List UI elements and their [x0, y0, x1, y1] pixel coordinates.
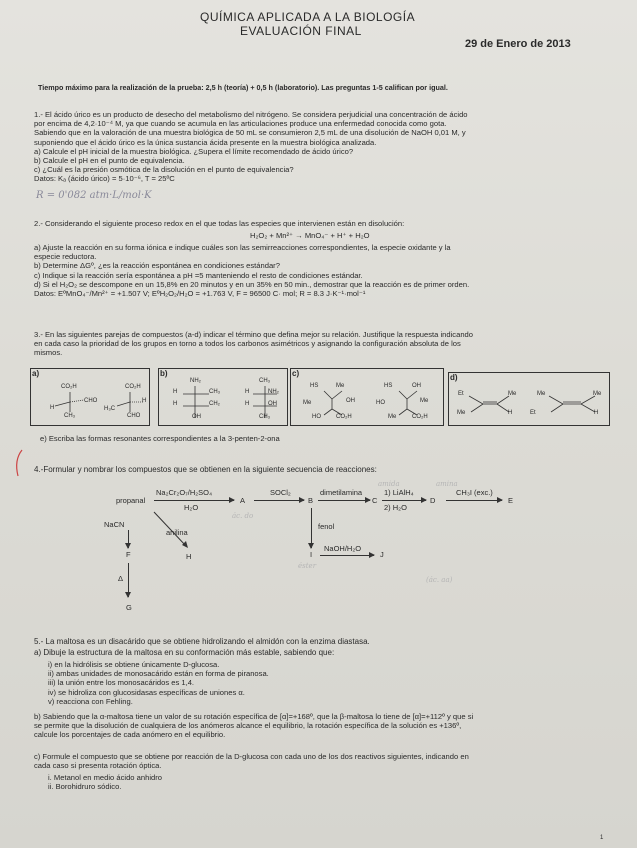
mol-d1-group: Et — [458, 391, 464, 397]
q5-item: i) en la hidrólisis se obtiene únicamente D-glucosa. — [48, 660, 220, 669]
q5-a: a) Dibuje la estructura de la maltosa en su conformación más estable, sabiendo que: — [34, 648, 335, 657]
q1-line: b) Calcule el pH en el punto de equivalencia. — [34, 156, 185, 166]
mol-d2-group: Et — [530, 410, 536, 416]
mol-c2-group: HS — [384, 383, 393, 389]
question-1 — [34, 110, 468, 184]
compound-C: C — [372, 496, 378, 505]
mol-c2-group: CO₂H — [412, 414, 428, 420]
mol-c2-group: Me — [420, 398, 429, 404]
arrow-down-G — [128, 563, 129, 597]
q2-intro: 2.- Considerando el siguiente proceso redox en el que todas las especies que intervienen están en disolución: — [34, 219, 405, 228]
q5-reagents — [48, 773, 162, 791]
box-a-label: a) — [32, 369, 40, 378]
hand-note: amina — [436, 480, 458, 488]
mol-c1-group: HS — [310, 383, 319, 389]
fenol-label: fenol — [318, 522, 335, 531]
arrow-4 — [382, 500, 426, 501]
mol-a1-group: CO₂H — [61, 384, 77, 390]
compound-E: E — [508, 496, 514, 505]
compound-A: A — [240, 496, 246, 505]
mol-b2-group: NH₂ — [268, 389, 279, 395]
mol-b1-group: H — [173, 401, 178, 407]
mol-a2-group: H₃C — [104, 406, 116, 412]
hand-note: (ác. aa) — [426, 576, 453, 584]
instructions: Tiempo máximo para la realización de la prueba: 2,5 h (teoría) + 0,5 h (laboratorio). Las preguntas 1-5 califican por igual. — [38, 83, 448, 92]
title-line-2: EVALUACIÓN FINAL — [240, 24, 362, 38]
title-line-1: QUÍMICA APLICADA A LA BIOLOGÍA — [200, 10, 416, 24]
reagent-1-top: Na₂Cr₂O₇/H₂SO₄ — [156, 488, 213, 497]
heat-label: Δ — [118, 574, 124, 583]
compound-B: B — [308, 496, 314, 505]
q2-line: Datos: EºMnO₄⁻/Mn²⁺ = +1.507 V; EºH₂O₂/H₂O = +1.763 V, F = 96500 C· mol; R = 8.3 J·K⁻¹·mol⁻¹ — [34, 289, 366, 299]
question-2 — [34, 243, 469, 298]
q2-line: especie reductora. — [34, 252, 97, 262]
q2-line: b) Determine ΔGº, ¿es la reacción espontánea en condiciones estándar? — [34, 261, 280, 271]
reagent-2: SOCl₂ — [270, 488, 291, 497]
q3-line: mismos. — [34, 348, 63, 358]
mol-b1-group: CH₂ — [209, 401, 220, 407]
q5-reagent: i. Metanol en medio ácido anhidro — [48, 773, 162, 782]
mol-d2-group: Me — [593, 391, 602, 397]
scheme-start: propanal — [116, 496, 146, 505]
mol-c2-group: HO — [376, 400, 385, 406]
q5-items — [48, 660, 269, 706]
arrow-down-F — [128, 530, 129, 548]
mol-b2-group: CH₃ — [259, 414, 271, 420]
reagent-3: dimetilamina — [320, 488, 363, 497]
mol-d2-group: Me — [537, 391, 546, 397]
q1-line: Datos: Kₐ (ácido úrico) = 5·10⁻⁶, T = 25ºC — [34, 174, 175, 184]
mol-b2-group: H — [245, 401, 250, 407]
anilina-label: anilina — [166, 528, 188, 537]
arrow-1 — [154, 500, 234, 501]
mol-b2-group: H — [245, 389, 250, 395]
mol-c1-group: CO₂H — [336, 414, 352, 420]
mol-a2-group: H — [142, 398, 147, 404]
mol-a1-group: CH₃ — [64, 413, 76, 419]
arrow-down-I — [311, 508, 312, 548]
q1-line: 1.- El ácido úrico es un producto de desecho del metabolismo del nitrógeno. Se considera perjudicial una concentración de ácido — [34, 110, 468, 119]
q5-b-line: b) Sabiendo que la α-maltosa tiene un valor de su rotación específica de [α]=+168º, que la β-maltosa lo tiene de [α]=+112º y que si — [34, 712, 474, 721]
q2-line: c) Indique si la reacción sería espontánea a pH =5 manteniendo el resto de condiciones estándar. — [34, 270, 363, 280]
arrow-2 — [254, 500, 304, 501]
mol-d2-group: H — [594, 410, 599, 416]
q1-line: c) ¿Cuál es la presión osmótica de la disolución en el punto de equivalencia? — [34, 165, 294, 175]
q1-handwritten-note: R = 0'082 atm·L/mol·K — [36, 190, 152, 201]
mol-c2-group: Me — [388, 414, 397, 420]
arrow-6 — [320, 555, 374, 556]
mol-b1-group: OH — [192, 414, 201, 420]
compound-F: F — [126, 550, 131, 559]
reagent-6: NaOH/H₂O — [324, 544, 362, 553]
reagent-5: CH₃I (exc.) — [456, 488, 493, 497]
compound-I: I — [310, 550, 313, 559]
mol-d1-group: H — [508, 410, 513, 416]
q1-line: a) Calcule el pH inicial de la muestra biológica. ¿Supera el límite recomendado de ácido úrico? — [34, 146, 354, 156]
q5-b-line: se permite que la disolución de cualquiera de los anómeros alcance el equilibrio, la rotación específica de la solución es +136º, — [34, 721, 462, 731]
q4-title: 4.-Formular y nombrar los compuestos que se obtienen en la siguiente secuencia de reacciones: — [34, 465, 377, 474]
mol-b2-group: OH — [268, 401, 277, 407]
box-b-label: b) — [160, 369, 168, 378]
q5-reagent: ii. Borohidruro sódico. — [48, 782, 122, 792]
box-c-label: c) — [292, 369, 300, 378]
compound-J: J — [380, 550, 384, 559]
compound-H: H — [186, 552, 192, 561]
mol-d1-group: Me — [508, 391, 517, 397]
q3-e: e) Escriba las formas resonantes correspondientes a la 3-penten-2-ona — [40, 434, 280, 443]
compound-G: G — [126, 603, 132, 612]
compound-D: D — [430, 496, 436, 505]
mol-b1-group: H — [173, 389, 178, 395]
mol-c1-group: OH — [346, 398, 355, 404]
mol-b1-group: CH₃ — [209, 389, 221, 395]
q5-item: ii) ambas unidades de monosacárido están en forma de piranosa. — [48, 669, 269, 679]
q1-line: Sabiendo que en la valoración de una muestra biológica de 50 mL se consumieron 2,5 mL de una disolución de NaOH 0,01 M, y — [34, 128, 466, 138]
q5-item: iv) se hidroliza con glucosidasas específicas de uniones α. — [48, 687, 245, 697]
mol-a1-group: H — [50, 405, 55, 411]
mol-c2-group: OH — [412, 383, 421, 389]
q5-b-line: calcule los porcentajes de cada anómero en el equilibrio. — [34, 730, 226, 740]
q2-line: d) Si el H₂O₂ se descompone en un 15,8% en 20 minutos y en un 35% en 50 min., demostrar que la reacción es de primer orden. — [34, 279, 470, 289]
mol-b2-group: CH₃ — [259, 378, 271, 384]
nacn-label: NaCN — [104, 520, 125, 529]
q1-line: suponiendo que el ácido úrico es la única sustancia ácida presente en la muestra biológica analizada. — [34, 137, 377, 147]
hand-note: éster — [298, 562, 317, 570]
exam-date: 29 de Enero de 2013 — [465, 38, 571, 50]
arrow-3 — [318, 500, 370, 501]
mol-c1-group: HO — [312, 414, 321, 420]
arrow-5 — [446, 500, 502, 501]
reagent-4-top: 1) LiAlH₄ — [384, 488, 414, 497]
q5-c-line: c) Formule el compuesto que se obtiene por reacción de la D-glucosa con cada uno de los dos reactivos siguientes, indicando en — [34, 752, 469, 761]
q2-equation: H₂O₂ + Mn²⁺ → MnO₄⁻ + H⁺ + H₂O — [250, 231, 370, 240]
q5-b — [34, 712, 473, 740]
q5-item: iii) la unión entre los monosacáridos es 1,4. — [48, 678, 195, 688]
mol-c1-group: Me — [336, 383, 345, 389]
q5-c-line: cada caso si presenta rotación óptica. — [34, 761, 162, 771]
page-number: 1 — [600, 835, 604, 841]
mol-a2-group: CHO — [127, 413, 141, 419]
q1-line: por encima de 4,2·10⁻⁴ M, ya que cuando se acumula en las articulaciones produce una enfermedad conocida como gota. — [34, 119, 447, 129]
q5-c — [34, 752, 469, 770]
mol-a2-group: CO₂H — [125, 384, 141, 390]
reagent-4-bottom: 2) H₂O — [384, 503, 407, 512]
hand-note: ác. do — [232, 512, 254, 520]
q5-item: v) reacciona con Fehling. — [48, 696, 133, 706]
mol-d1-group: Me — [457, 410, 466, 416]
q5-intro: 5.- La maltosa es un disacárido que se obtiene hidrolizando el almidón con la enzima diastasa. — [34, 637, 370, 646]
q2-line: a) Ajuste la reacción en su forma iónica e indique cuáles son las semirreacciones correspondientes, la especie oxidante y la — [34, 243, 451, 252]
handwritten-bracket — [12, 448, 26, 478]
q3-line: 3.- En las siguientes parejas de compuestos (a-d) indicar el término que defina mejor su relación. Justifique la respuesta indicando — [34, 330, 473, 339]
reagent-1-bottom: H₂O — [184, 503, 199, 512]
mol-c1-group: Me — [303, 400, 312, 406]
q3-line: en cada caso la prioridad de los grupos en torno a todos los carbonos asimétricos y asignando la configuración absoluta de los — [34, 339, 461, 349]
hand-note: amida — [378, 480, 400, 488]
mol-b1-group: NH₂ — [190, 378, 201, 384]
mol-a1-group: CHO — [84, 398, 98, 404]
box-d-label: d) — [450, 373, 458, 382]
question-3 — [34, 330, 473, 358]
